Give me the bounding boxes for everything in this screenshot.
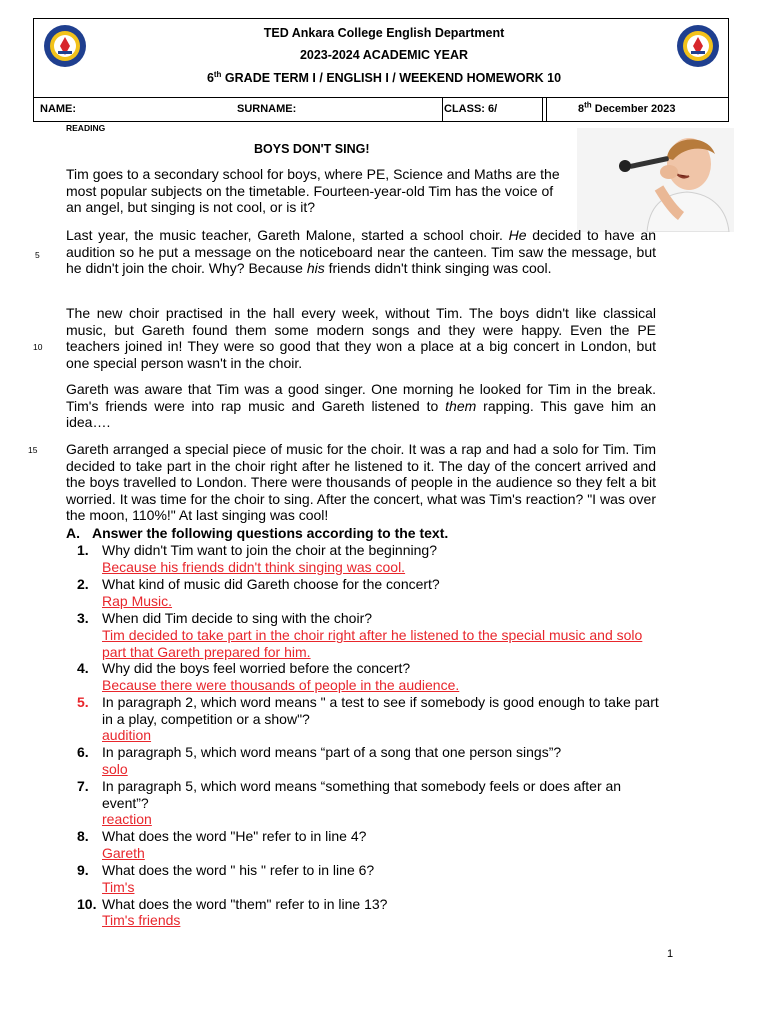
academic-year-title: 2023-2024 ACADEMIC YEAR <box>299 48 469 62</box>
line-number: 15 <box>28 445 38 455</box>
page-number: 1 <box>667 948 674 960</box>
question: 2. What kind of music did Gareth choose for the concert? <box>77 576 440 592</box>
answer: audition <box>102 727 152 743</box>
story-title: BOYS DON'T SING! <box>254 142 370 156</box>
line-number: 5 <box>35 250 40 260</box>
answer: Tim's <box>102 879 135 895</box>
info-divider <box>442 98 443 121</box>
question: 10. What does the word "them" refer to in line 13? <box>77 896 388 912</box>
story-paragraph-1: Tim goes to a secondary school for boys, where PE, Science and Maths are the most popular subjects on the timetable. Fourteen-year-old Tim has the voice of an angel, but singing is not cool, or is it? <box>66 166 560 216</box>
question: 1. Why didn't Tim want to join the choir at the beginning? <box>77 542 437 558</box>
homework-title: 6th GRADE TERM I / ENGLISH I / WEEKEND HOMEWORK 10 <box>206 69 562 85</box>
answer: solo <box>102 761 128 777</box>
question: 7. In paragraph 5, which word means “something that somebody feels or does after an event”? <box>77 778 622 811</box>
question: 5. In paragraph 2, which word means " a test to see if somebody is good enough to take part in a play, competition or a show"? <box>77 694 659 727</box>
question: 6. In paragraph 5, which word means “part of a song that one person sings”? <box>77 744 562 760</box>
singing-boy-photo <box>577 128 734 232</box>
info-divider <box>546 98 547 121</box>
answer: Tim's friends <box>102 912 181 928</box>
story-paragraph-3: The new choir practised in the hall every week, without Tim. The boys didn't like classical music, but Gareth found them some modern songs and they were happy. Even the PE teachers joined in! They were so good that they won a place at a big concert in London, but one special person wasn't in the choir. <box>66 305 656 371</box>
story-paragraph-2: Last year, the music teacher, Gareth Malone, started a school choir. He decided to have an audition so he put a message on the noticeboard near the canteen. Tim saw the message, but he didn't join the choir. Why? Because his friends didn't think singing was cool. <box>66 227 656 277</box>
answer: Tim decided to take part in the choir right after he listened to the special music and solo part that Gareth prepared for him. <box>102 627 643 660</box>
question: 8. What does the word "He" refer to in line 4? <box>77 828 367 844</box>
answer: Gareth <box>102 845 145 861</box>
surname-field-label: SURNAME: <box>237 103 297 115</box>
answer: Rap Music. <box>102 593 173 609</box>
info-divider <box>542 98 543 121</box>
answer: reaction <box>102 811 152 827</box>
class-field-label: CLASS: 6/ <box>444 103 498 115</box>
question: 9. What does the word " his " refer to in line 6? <box>77 862 375 878</box>
answer: Because his friends didn't think singing was cool. <box>102 559 406 575</box>
date-label: 8th December 2023 <box>578 100 676 115</box>
question: 4. Why did the boys feel worried before the concert? <box>77 660 411 676</box>
student-info-row <box>33 98 729 122</box>
answer: Because there were thousands of people in the audience. <box>102 677 460 693</box>
school-department-title: TED Ankara College English Department <box>263 26 505 40</box>
name-field-label: NAME: <box>40 103 77 115</box>
story-paragraph-4: Gareth was aware that Tim was a good singer. One morning he looked for Tim in the break. Tim's friends were into rap music and Gareth listened to them rapping. This gave him an idea…. <box>66 381 656 431</box>
story-paragraph-5: Gareth arranged a special piece of music for the choir. It was a rap and had a solo for Tim. Tim decided to take part in the choir right after he listened to it. The day of the concert arrived and the boys travelled to London. There were thousands of people in the audience so they felt a bit worried. It was time for the choir to sing. After the concert, what was Tim's reaction? "I was over the moon, 110%!" At last singing was cool! <box>66 441 656 524</box>
question: 3. When did Tim decide to sing with the choir? <box>77 610 373 626</box>
questions-heading: A. Answer the following questions according to the text. <box>66 525 449 541</box>
section-label: READING <box>66 123 106 133</box>
line-number: 10 <box>33 342 43 352</box>
